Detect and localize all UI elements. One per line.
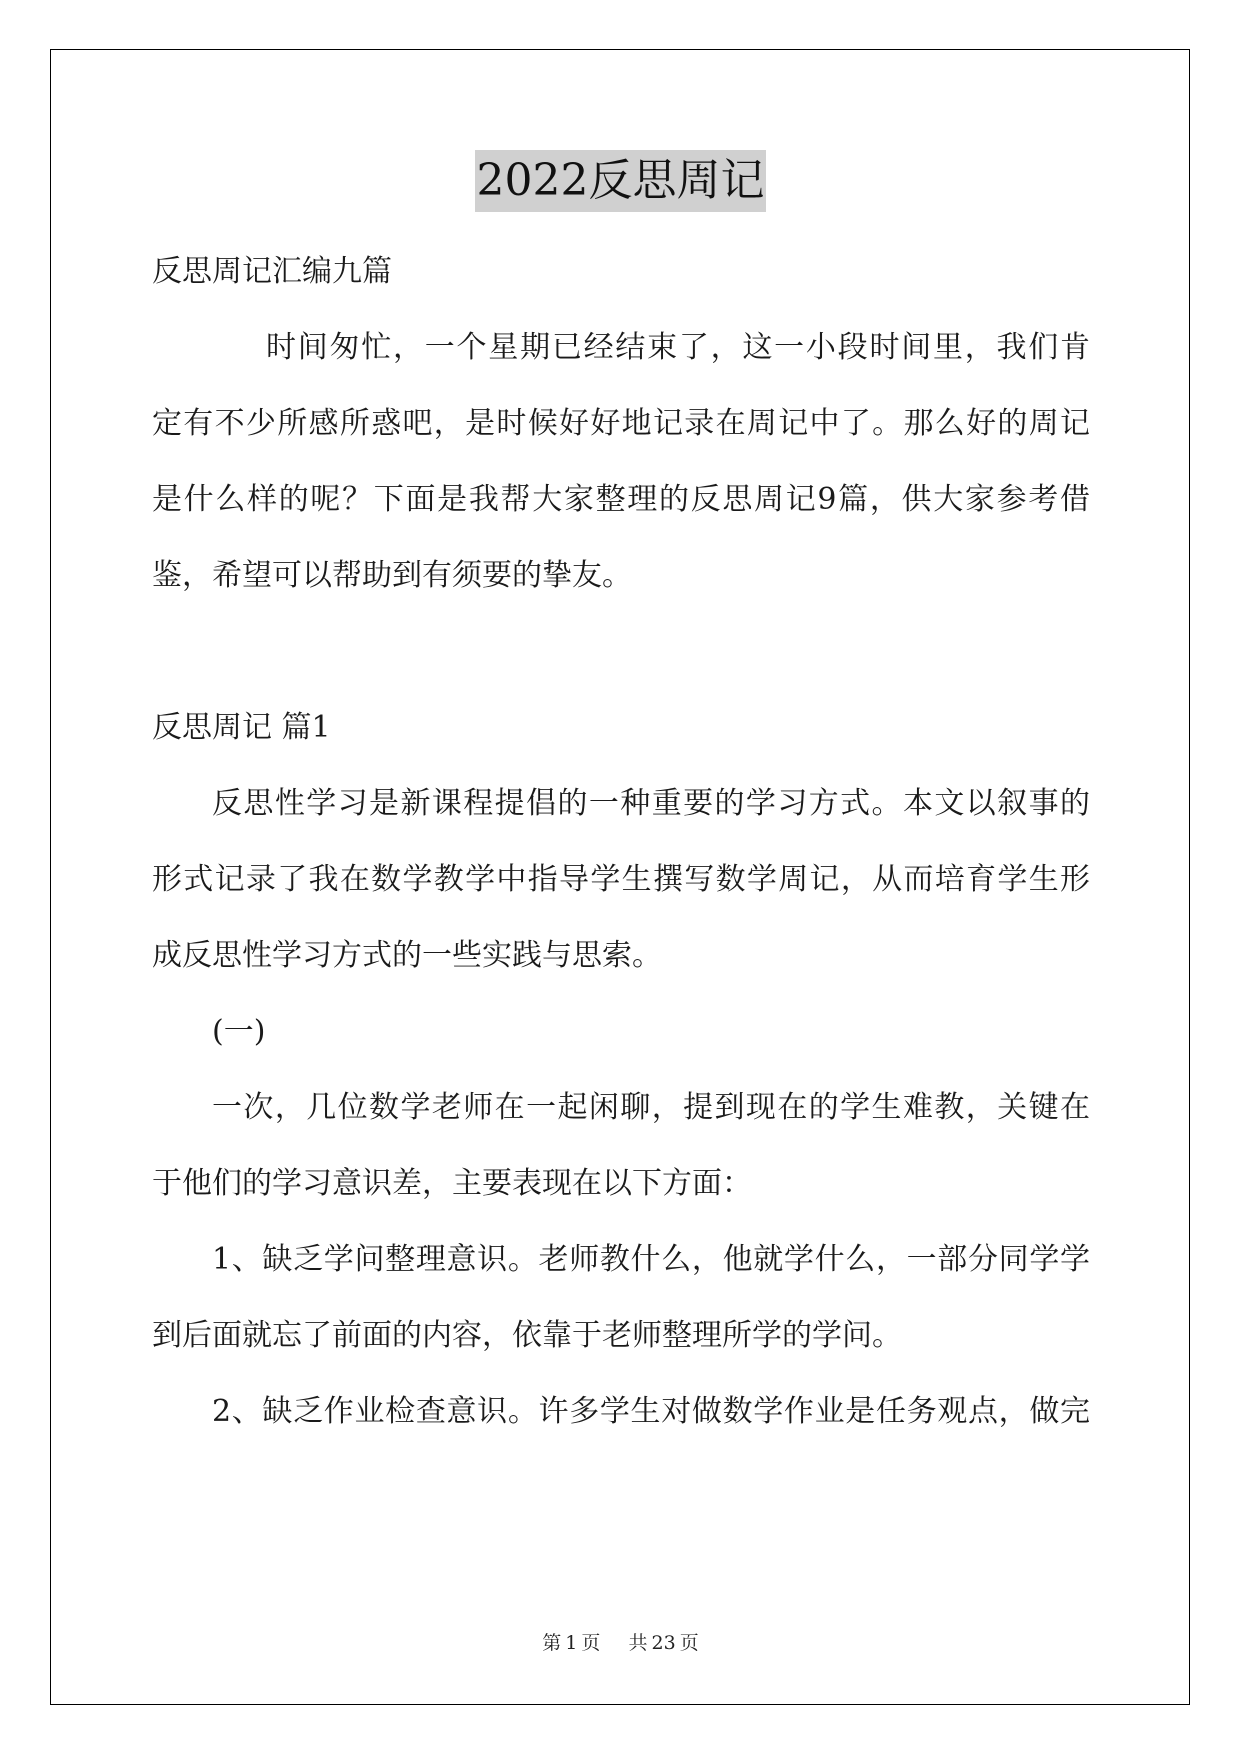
- footer-page-current: 1: [565, 1632, 578, 1654]
- page-footer: [0, 1628, 1241, 1655]
- document-title: 2022反思周记: [475, 150, 767, 212]
- text-line: 反思周记汇编九篇: [152, 254, 392, 289]
- text-line: 2、缺乏作业检查意识。许多学生对做数学作业是任务观点，做完: [212, 1394, 1090, 1429]
- text-line: 定有不少所感所惑吧，是时候好好地记录在周记中了。那么好的周记: [152, 406, 1090, 441]
- text-line: 时间匆忙，一个星期已经结束了，这一小段时间里，我们肯: [266, 330, 1090, 365]
- text-line: 于他们的学习意识差，主要表现在以下方面：: [152, 1166, 752, 1201]
- text-line: 是什么样的呢？下面是我帮大家整理的反思周记9篇，供大家参考借: [152, 482, 1090, 517]
- footer-page-mid: 页: [581, 1632, 601, 1654]
- text-line: 成反思性学习方式的一些实践与思索。: [152, 938, 662, 973]
- footer-page-total: 23: [651, 1632, 676, 1654]
- text-line: 一次，几位数学老师在一起闲聊，提到现在的学生难教，关键在: [212, 1090, 1090, 1125]
- title-container: [0, 150, 1241, 212]
- text-line: 1、缺乏学问整理意识。老师教什么，他就学什么，一部分同学学: [212, 1242, 1090, 1277]
- paragraph-gap: [152, 614, 1090, 690]
- text-line: 反思性学习是新课程提倡的一种重要的学习方式。本文以叙事的: [212, 786, 1090, 821]
- text-line: 鉴，希望可以帮助到有须要的挚友。: [152, 558, 632, 593]
- text-line: 到后面就忘了前面的内容，依靠于老师整理所学的学问。: [152, 1318, 902, 1353]
- document-body: [152, 234, 1090, 1450]
- text-line: 形式记录了我在数学教学中指导学生撰写数学周记，从而培育学生形: [152, 862, 1090, 897]
- text-line: 反思周记 篇1: [152, 710, 331, 745]
- footer-total-prefix: 共: [628, 1632, 648, 1654]
- text-line: (一): [212, 1014, 266, 1049]
- footer-page-prefix: 第: [542, 1632, 562, 1654]
- footer-total-suffix: 页: [679, 1632, 699, 1654]
